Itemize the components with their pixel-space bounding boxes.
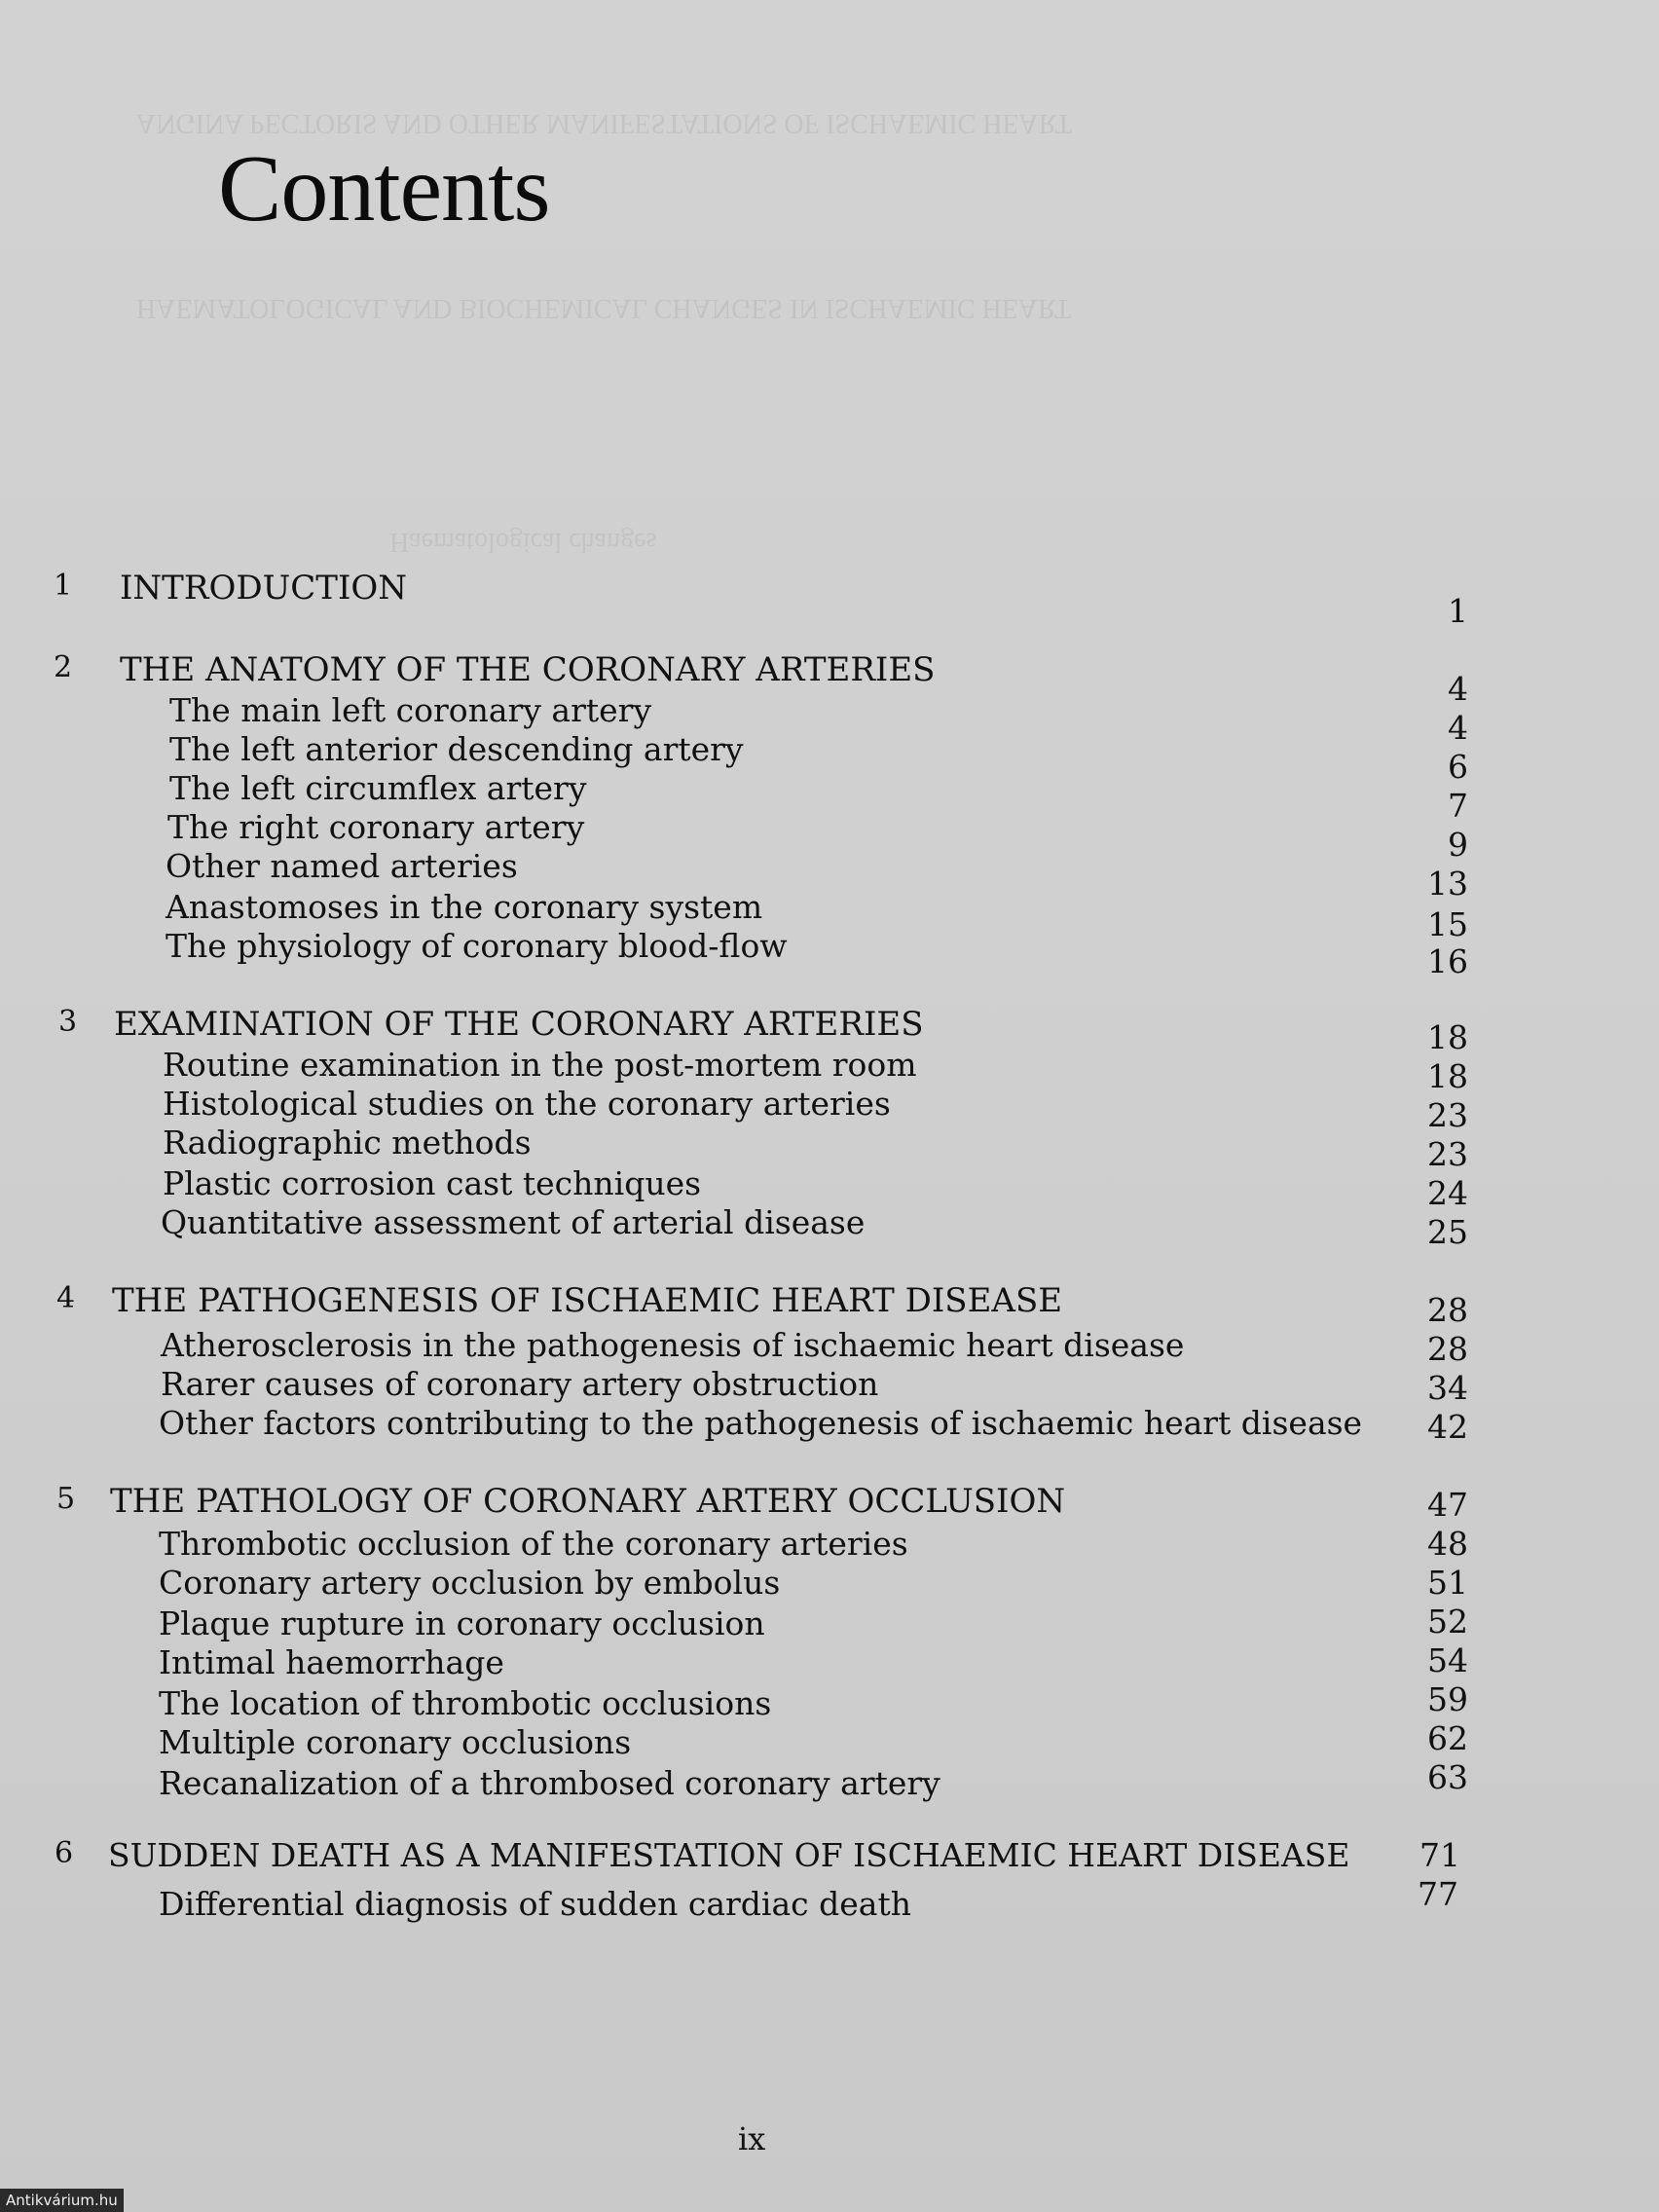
- section-title: Differential diagnosis of sudden cardiac death: [159, 1885, 911, 1923]
- chapter-title: INTRODUCTION: [120, 569, 407, 608]
- section-title: Intimal haemorrhage: [159, 1643, 504, 1681]
- page-number: 24: [1427, 1174, 1468, 1212]
- chapter-number: 5: [56, 1482, 76, 1516]
- section-title: Plastic corrosion cast techniques: [163, 1164, 702, 1202]
- section-title: Rarer causes of coronary artery obstruction: [161, 1365, 879, 1403]
- page-number: 47: [1427, 1486, 1468, 1524]
- chapter-number: 2: [54, 650, 73, 684]
- chapter-title: EXAMINATION OF THE CORONARY ARTERIES: [114, 1005, 924, 1044]
- chapter-title: SUDDEN DEATH AS A MANIFESTATION OF ISCHAEMIC HEART DISEASE: [108, 1836, 1350, 1874]
- chapter-title: THE ANATOMY OF THE CORONARY ARTERIES: [120, 650, 936, 689]
- page-number: 9: [1448, 826, 1468, 864]
- page-number: 51: [1427, 1564, 1468, 1602]
- section-title: Other named arteries: [166, 847, 518, 885]
- page-number: 62: [1427, 1719, 1468, 1757]
- page-number: 28: [1427, 1330, 1468, 1368]
- page-number: 52: [1427, 1603, 1468, 1641]
- chapter-number: 6: [55, 1836, 74, 1870]
- bleed-through-text: HAEMATOLOGICAL AND BIOCHEMICAL CHANGES IN ISCHAEMIC HEART: [136, 293, 1072, 323]
- chapter-title: THE PATHOGENESIS OF ISCHAEMIC HEART DISEASE: [112, 1281, 1063, 1320]
- section-title: Recanalization of a thrombosed coronary artery: [159, 1764, 940, 1802]
- watermark: Antikvárium.hu: [0, 2189, 124, 2212]
- page-number: 59: [1427, 1680, 1468, 1718]
- section-title: The location of thrombotic occlusions: [159, 1684, 772, 1722]
- section-title: The right coronary artery: [167, 808, 585, 846]
- page-number: 16: [1427, 942, 1468, 980]
- page-number: 13: [1427, 865, 1468, 903]
- page-folio: ix: [738, 2120, 766, 2157]
- page-number: 63: [1427, 1758, 1468, 1796]
- page-number: 77: [1418, 1875, 1458, 1913]
- page-number: 23: [1427, 1135, 1468, 1173]
- section-title: Plaque rupture in coronary occlusion: [159, 1604, 765, 1642]
- section-title: Routine examination in the post-mortem room: [163, 1046, 917, 1084]
- page-number: 4: [1448, 670, 1468, 708]
- page-number: 18: [1427, 1018, 1468, 1056]
- page-number: 48: [1427, 1525, 1468, 1563]
- page-number: 7: [1448, 787, 1468, 825]
- chapter-number: 4: [56, 1281, 76, 1315]
- chapter-title: THE PATHOLOGY OF CORONARY ARTERY OCCLUSION: [110, 1482, 1066, 1521]
- section-title: Anastomoses in the coronary system: [166, 888, 763, 926]
- section-title: The left circumflex artery: [169, 769, 587, 807]
- page-number: 34: [1427, 1369, 1468, 1407]
- section-title: Histological studies on the coronary arteries: [163, 1085, 891, 1123]
- section-title: Multiple coronary occlusions: [159, 1723, 632, 1761]
- section-title: The left anterior descending artery: [169, 730, 744, 768]
- section-title: The main left coronary artery: [169, 691, 652, 729]
- page-number: 1: [1448, 592, 1468, 630]
- page-number: 6: [1448, 748, 1468, 786]
- page-number: 28: [1427, 1291, 1468, 1329]
- page-number: 42: [1427, 1408, 1468, 1446]
- chapter-number: 3: [58, 1005, 78, 1039]
- chapter-number: 1: [54, 569, 73, 603]
- section-title: Atherosclerosis in the pathogenesis of ischaemic heart disease: [161, 1326, 1185, 1364]
- page-number: 71: [1419, 1836, 1460, 1874]
- page-number: 15: [1427, 905, 1468, 943]
- section-title: Radiographic methods: [163, 1124, 532, 1161]
- section-title: The physiology of coronary blood-flow: [166, 927, 788, 965]
- page-title: Contents: [218, 136, 550, 241]
- page-number: 23: [1427, 1096, 1468, 1134]
- section-title: Other factors contributing to the pathogenesis of ischaemic heart disease: [159, 1404, 1363, 1442]
- bleed-through-text: ANGINA PECTORIS AND OTHER MANIFESTATIONS OF ISCHAEMIC HEART: [136, 108, 1072, 138]
- section-title: Thrombotic occlusion of the coronary arteries: [159, 1525, 908, 1563]
- page-number: 25: [1427, 1213, 1468, 1251]
- section-title: Quantitative assessment of arterial disease: [161, 1203, 866, 1241]
- page-number: 54: [1427, 1641, 1468, 1679]
- page-number: 18: [1427, 1057, 1468, 1095]
- page-number: 4: [1448, 709, 1468, 747]
- bleed-through-text: Haematological changes: [389, 527, 657, 557]
- section-title: Coronary artery occlusion by embolus: [159, 1564, 781, 1602]
